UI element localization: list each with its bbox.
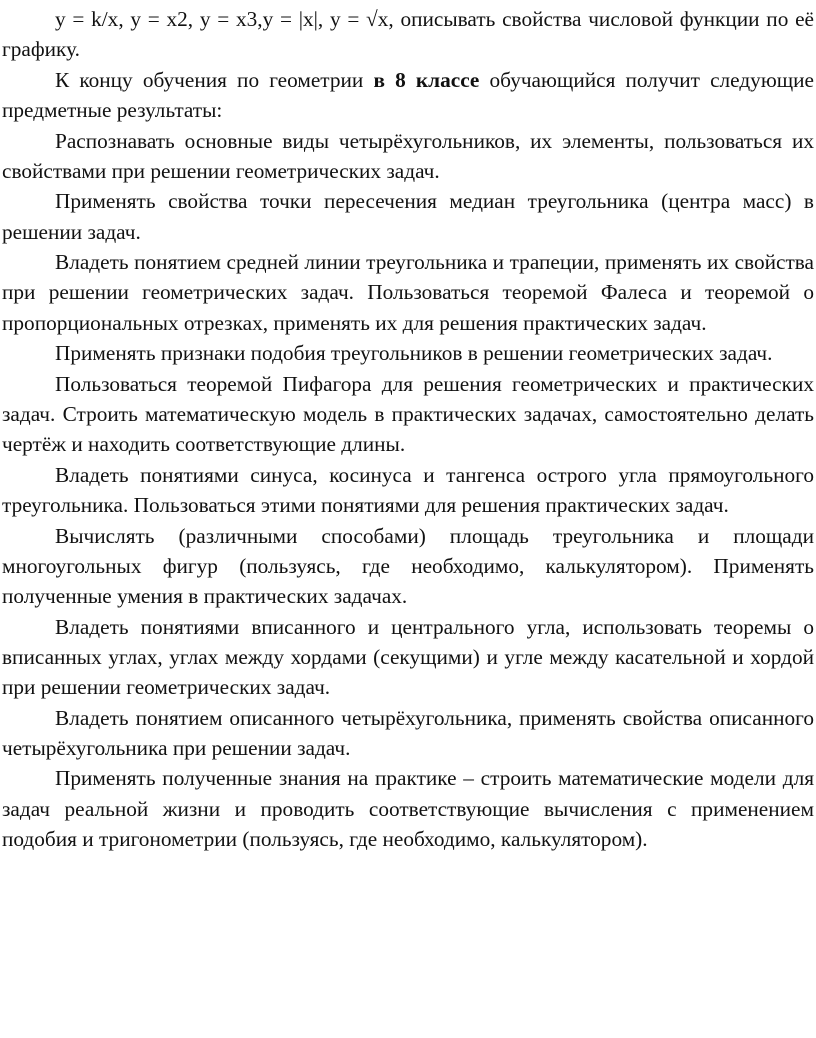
results-heading-paragraph <box>2 65 814 125</box>
heading-text-before: К концу обучения по геометрии <box>55 67 374 92</box>
result-paragraph: Применять признаки подобия треугольников в решении геометрических задач. <box>55 341 773 366</box>
intro-paragraph: y = k/x, y = x2, y = x3,y = |x|, y = √x, описывать свойства числовой функции по её графику. <box>2 7 814 62</box>
result-paragraph: Владеть понятиями синуса, косинуса и тангенса острого угла прямоугольного треугольника. Пользоваться этими понятиями для решения практических задач. <box>2 462 814 517</box>
result-paragraph: Применять полученные знания на практике – строить математические модели для задач реальной жизни и проводить соответствующие вычисления с применением подобия и тригонометрии (пользуясь, где необходимо, калькулятором). <box>2 766 814 851</box>
heading-text-after: обучающийся получит следующие предметные результаты: <box>2 67 814 122</box>
result-paragraph: Вычислять (различными способами) площадь треугольника и площади многоугольных фигур (пользуясь, где необходимо, калькулятором). Применять полученные умения в практических задачах. <box>2 523 814 608</box>
result-paragraph: Применять свойства точки пересечения медиан треугольника (центра масс) в решении задач. <box>2 189 814 244</box>
result-paragraph: Владеть понятиями вписанного и центрального угла, использовать теоремы о вписанных углах, углах между хордами (секущими) и угле между касательной и хордой при решении геометрических задач. <box>2 614 814 699</box>
result-paragraph: Распознавать основные виды четырёхугольников, их элементы, пользоваться их свойствами при решении геометрических задач. <box>2 128 814 183</box>
grade-bold-text: в 8 классе <box>373 67 480 92</box>
result-paragraph: Владеть понятием средней линии треугольника и трапеции, применять их свойства при решении геометрических задач. Пользоваться теоремой Фалеса и теоремой о пропорциональных отрезках, применять их для решения практических задач. <box>2 250 814 335</box>
result-paragraph: Владеть понятием описанного четырёхугольника, применять свойства описанного четырёхугольника при решении задач. <box>2 705 814 760</box>
result-paragraph: Пользоваться теоремой Пифагора для решения геометрических и практических задач. Строить математическую модель в практических задачах, самостоятельно делать чертёж и находить соответствующие длины. <box>2 371 814 457</box>
